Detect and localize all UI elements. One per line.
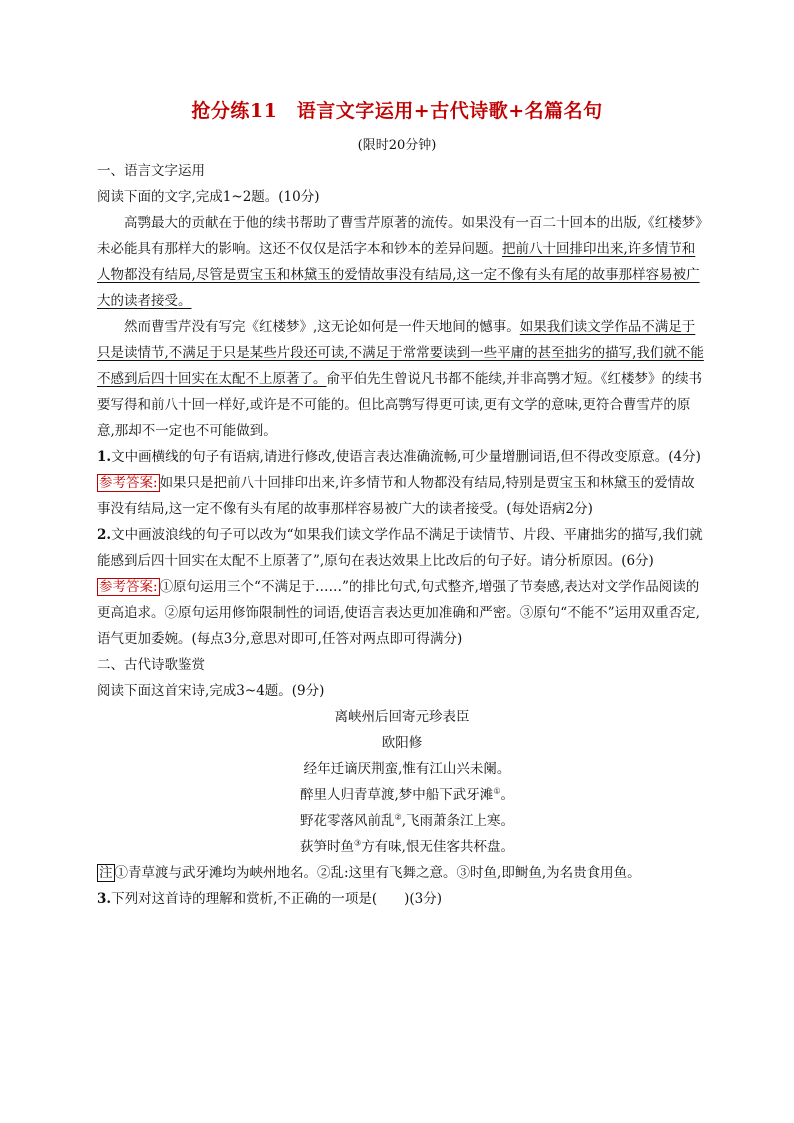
passage-paragraph-2 xyxy=(97,314,707,444)
answer-2-text: ①原句运用三个“不满足于……”的排比句式,句式整齐,增强了节奏感,表达对文学作品阅读的更高追求。②原句运用修饰限制性的词语,使语言表达更加准确和严密。③原句“不能不”运用双重否定,语气更加委婉。(每点3分,意思对即可,任答对两点即可得满分) xyxy=(97,579,700,647)
poem-line-4-text: 荻笋时鱼 xyxy=(300,839,355,855)
note-text: ①青草渡与武牙滩均为峡州地名。②乱:这里有飞舞之意。③时鱼,即鲥鱼,为名贵食用鱼。 xyxy=(114,865,641,881)
answer-2-label: 参考答案: xyxy=(99,579,158,595)
content xyxy=(97,158,707,912)
section2-heading: 二、古代诗歌鉴赏 xyxy=(97,657,205,673)
question-1 xyxy=(97,444,707,470)
wavy-sentence: 如果我们读文学作品不满足于只是读情节,不满足于只是某些片段还可读,不满足于常常要读到一些平庸的甚至拙劣的描写,我们就不能不感到后四十回实在太配不上原著了。 xyxy=(97,319,704,387)
question-1-text: 文中画横线的句子有语病,请进行修改,使语言表达准确流畅,可少量增删词语,但不得改变原意。(4分) xyxy=(111,449,701,465)
poem-notes xyxy=(97,860,707,886)
question-3 xyxy=(97,886,707,912)
para2-text-a: 然而曹雪芹没有写完《红楼梦》,这无论如何是一件天地间的憾事。 xyxy=(124,319,520,335)
poem-line-2-text: 醉里人归青草渡,梦中船下武牙滩 xyxy=(300,787,494,803)
answer-1-text: 如果只是把前八十回排印出来,许多情节和人物都没有结局,特别是贾宝玉和林黛玉的爱情故事没有结局,这一定不像有头有尾的故事那样容易被广大的读者接受。(每处语病2分) xyxy=(97,475,695,517)
poem-line-2 xyxy=(97,782,707,808)
poem-line-4-end: 方有味,恨无佳客共杯盘。 xyxy=(361,839,514,855)
page-title: 抢分练11 语言文字运用+古代诗歌+名篇名句 xyxy=(191,100,603,122)
poem-author: 欧阳修 xyxy=(381,735,423,751)
question-2 xyxy=(97,522,707,574)
footnote-marker-2: ② xyxy=(394,812,402,822)
footnote-marker-3: ③ xyxy=(354,838,362,848)
answer-1 xyxy=(97,470,707,522)
passage-paragraph-1 xyxy=(97,210,707,314)
poem-line-3 xyxy=(97,808,707,834)
poem-title: 离峡州后回寄元珍表臣 xyxy=(334,709,470,725)
section2-instruction: 阅读下面这首宋诗,完成3~4题。(9分) xyxy=(97,683,325,699)
question-3-text: 下列对这首诗的理解和赏析,不正确的一项是( )(3分) xyxy=(111,891,443,907)
poem-line-1: 经年迁谪厌荆蛮,惟有江山兴未阑。 xyxy=(303,761,511,777)
poem-line-2-end: 。 xyxy=(500,787,514,803)
question-1-number: 1. xyxy=(97,449,112,465)
poem-line-4 xyxy=(97,834,707,860)
time-limit: (限时20分钟) xyxy=(357,138,437,153)
poem-line-3-text: 野花零落风前乱 xyxy=(300,813,395,829)
answer-1-label: 参考答案: xyxy=(99,475,158,491)
underlined-sentence: 把前八十回排印出来,许多情节和人物都没有结局,尽管是贾宝玉和林黛玉的爱情故事没有结局,这一定不像有头有尾的故事那样容易被广大的读者接受。 xyxy=(97,241,700,309)
question-3-number: 3. xyxy=(97,891,112,907)
question-2-text: 文中画波浪线的句子可以改为“如果我们读文学作品不满足于读情节、片段、平庸拙劣的描写,我们就能感到后四十回实在太配不上原著了”,原句在表达效果上比改后的句子好。请分析原因。(6分) xyxy=(97,527,703,569)
poem-line-3-end: ,飞雨萧条江上寒。 xyxy=(401,813,514,829)
answer-2 xyxy=(97,574,707,652)
section1-instruction: 阅读下面的文字,完成1~2题。(10分) xyxy=(97,189,320,205)
section1-heading: 一、语言文字运用 xyxy=(97,163,205,179)
question-2-number: 2. xyxy=(97,527,112,543)
note-label: 注 xyxy=(99,865,113,881)
para1-text: 高鹗最大的贡献在于他的续书帮助了曹雪芹原著的流传。如果没有一百二十回本的出版,《红楼梦》未必能具有那样大的影响。这还不仅仅是活字本和钞本的差异问题。 xyxy=(97,215,703,257)
footnote-marker-1: ① xyxy=(493,786,501,796)
para2-text-b: 俞平伯先生曾说凡书都不能续,并非高鹗才短。《红楼梦》的续书要写得和前八十回一样好,或许是不可能的。但比高鹗写得更可读,更有文学的意味,更符合曹雪芹的原意,那却不一定也不可能做到。 xyxy=(97,371,703,439)
